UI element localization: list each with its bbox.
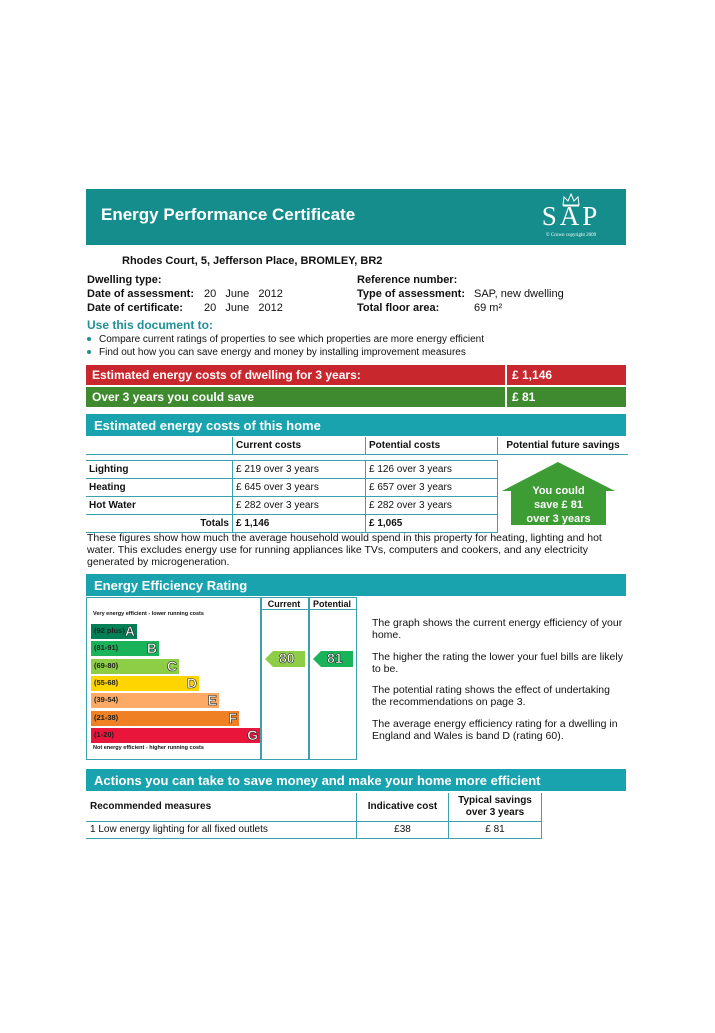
band-range: (21-38) xyxy=(94,712,119,722)
date-assessment-label: Date of assessment: xyxy=(87,288,194,300)
rating-explanation-3: The potential rating shows the effect of undertaking the recommendations on page 3. xyxy=(372,684,610,708)
band-range: (81-91) xyxy=(94,643,119,653)
rating-explanation-4: The average energy efficiency rating for a dwelling in England and Wales is band D (rating 60). xyxy=(372,718,618,742)
actions-section-heading xyxy=(86,769,626,791)
rating-band-g xyxy=(91,728,260,743)
logo-copyright: © Crown copyright 2009 xyxy=(545,233,597,238)
cost-cell: £38 xyxy=(357,821,449,838)
sap-logo xyxy=(526,193,616,241)
col-indicative-cost: Indicative cost xyxy=(357,793,449,821)
energy-rating-chart xyxy=(86,597,356,759)
costs-section-heading xyxy=(86,414,626,436)
rating-explanation-1: The graph shows the current energy efficiency of your home. xyxy=(372,617,623,641)
bullet-icon xyxy=(87,337,91,341)
estimated-costs-label: Estimated energy costs of dwelling for 3 years: xyxy=(92,368,361,382)
band-range: (39-54) xyxy=(94,695,119,705)
band-letter: B xyxy=(146,640,157,657)
current-column-header: Current xyxy=(267,599,301,609)
assessment-type-value: SAP, new dwelling xyxy=(474,288,564,300)
bullet-text: Find out how you can save energy and money by installing improvement measures xyxy=(99,347,466,358)
section-heading-text: Energy Efficiency Rating xyxy=(94,578,248,593)
epc-header-banner xyxy=(86,189,626,245)
row-label: Hot Water xyxy=(86,497,233,515)
rating-section-heading xyxy=(86,574,626,596)
page-title: Energy Performance Certificate xyxy=(101,205,356,224)
sap-logo-letters: SAP xyxy=(541,201,601,231)
date-certificate-label: Date of certificate: xyxy=(87,302,183,314)
rating-band-d xyxy=(91,676,199,691)
potential-rating-value: 81 xyxy=(327,650,343,666)
rating-band-a xyxy=(91,624,137,639)
row-label: Lighting xyxy=(86,461,233,479)
current-rating-arrow xyxy=(265,651,305,667)
reference-label: Reference number: xyxy=(357,274,458,286)
dwelling-type-label: Dwelling type: xyxy=(87,274,162,286)
col-current-costs: Current costs xyxy=(233,437,366,455)
list-item xyxy=(87,347,466,358)
rating-band-b xyxy=(91,641,159,656)
band-letter: G xyxy=(247,726,258,743)
table-row xyxy=(86,821,542,838)
rating-band-e xyxy=(91,693,219,708)
savings-house xyxy=(501,461,616,526)
date-assessment-value: 20 June 2012 xyxy=(204,288,283,300)
current-cost-cell: £ 282 over 3 years xyxy=(233,497,366,515)
totals-potential: £ 1,065 xyxy=(366,515,498,533)
band-range: (92 plus) xyxy=(94,626,125,635)
floor-area-value: 69 m² xyxy=(474,302,503,314)
current-rating-value: 80 xyxy=(279,650,295,666)
could-save-value: £ 81 xyxy=(512,390,536,404)
potential-cost-cell: £ 282 over 3 years xyxy=(366,497,498,515)
band-letter: E xyxy=(207,692,217,709)
property-address: Rhodes Court, 5, Jefferson Place, BROMLEY, BR2 xyxy=(122,255,383,267)
band-letter: F xyxy=(228,709,237,726)
current-cost-cell: £ 645 over 3 years xyxy=(233,479,366,497)
band-letter: D xyxy=(186,674,197,691)
totals-current: £ 1,146 xyxy=(233,515,366,533)
band-range: (69-80) xyxy=(94,660,119,670)
savings-cell: £ 81 xyxy=(449,821,542,838)
current-column xyxy=(260,597,310,760)
list-item xyxy=(87,334,484,345)
potential-cost-cell: £ 657 over 3 years xyxy=(366,479,498,497)
band-letter: C xyxy=(166,657,177,674)
use-document-heading: Use this document to: xyxy=(87,318,214,332)
section-heading-text: Actions you can take to save money and make your home more efficient xyxy=(94,773,541,788)
row-label: Heating xyxy=(86,479,233,497)
rating-band-f xyxy=(91,711,239,726)
band-range: (1-20) xyxy=(94,729,115,739)
potential-rating-arrow xyxy=(313,651,353,667)
actions-table xyxy=(86,793,542,839)
band-range: (55-68) xyxy=(94,677,119,687)
assessment-type-label: Type of assessment: xyxy=(357,288,466,300)
figures-explanation: These figures show how much the average household would spend in this property for heating, lighting and hot water. This excludes energy use for running appliances like TVs, computers and cookers, and any electricity generated by microgeneration. xyxy=(87,532,602,568)
col-recommended-measures: Recommended measures xyxy=(86,793,357,821)
col-potential-costs: Potential costs xyxy=(366,437,498,455)
measure-cell: 1 Low energy lighting for all fixed outlets xyxy=(86,821,357,838)
house-text-line3: over 3 years xyxy=(526,513,591,525)
estimated-costs-value: £ 1,146 xyxy=(512,368,553,382)
house-text-line1: You could xyxy=(532,485,585,497)
date-certificate-value: 20 June 2012 xyxy=(204,302,283,314)
potential-cost-cell: £ 126 over 3 years xyxy=(366,461,498,479)
could-save-label: Over 3 years you could save xyxy=(92,390,255,404)
could-save-bar xyxy=(86,387,626,407)
current-cost-cell: £ 219 over 3 years xyxy=(233,461,366,479)
section-heading-text: Estimated energy costs of this home xyxy=(94,418,321,433)
estimated-costs-bar xyxy=(86,365,626,385)
house-text-line2: save £ 81 xyxy=(534,499,583,511)
col-future-savings: Potential future savings xyxy=(498,437,629,455)
bullet-icon xyxy=(87,350,91,354)
floor-area-label: Total floor area: xyxy=(357,302,440,314)
potential-column xyxy=(308,597,357,760)
totals-label: Totals xyxy=(86,515,233,533)
rating-explanation-2: The higher the rating the lower your fuel bills are likely to be. xyxy=(372,651,623,675)
potential-column-header: Potential xyxy=(312,599,351,609)
col-typical-savings: Typical savings over 3 years xyxy=(449,793,542,821)
bottom-note: Not energy efficient - higher running costs xyxy=(93,745,204,751)
top-note: Very energy efficient - lower running costs xyxy=(93,611,204,617)
bullet-text: Compare current ratings of properties to see which properties are more energy efficient xyxy=(99,334,485,345)
rating-band-c xyxy=(91,659,179,674)
band-letter: A xyxy=(124,623,135,639)
